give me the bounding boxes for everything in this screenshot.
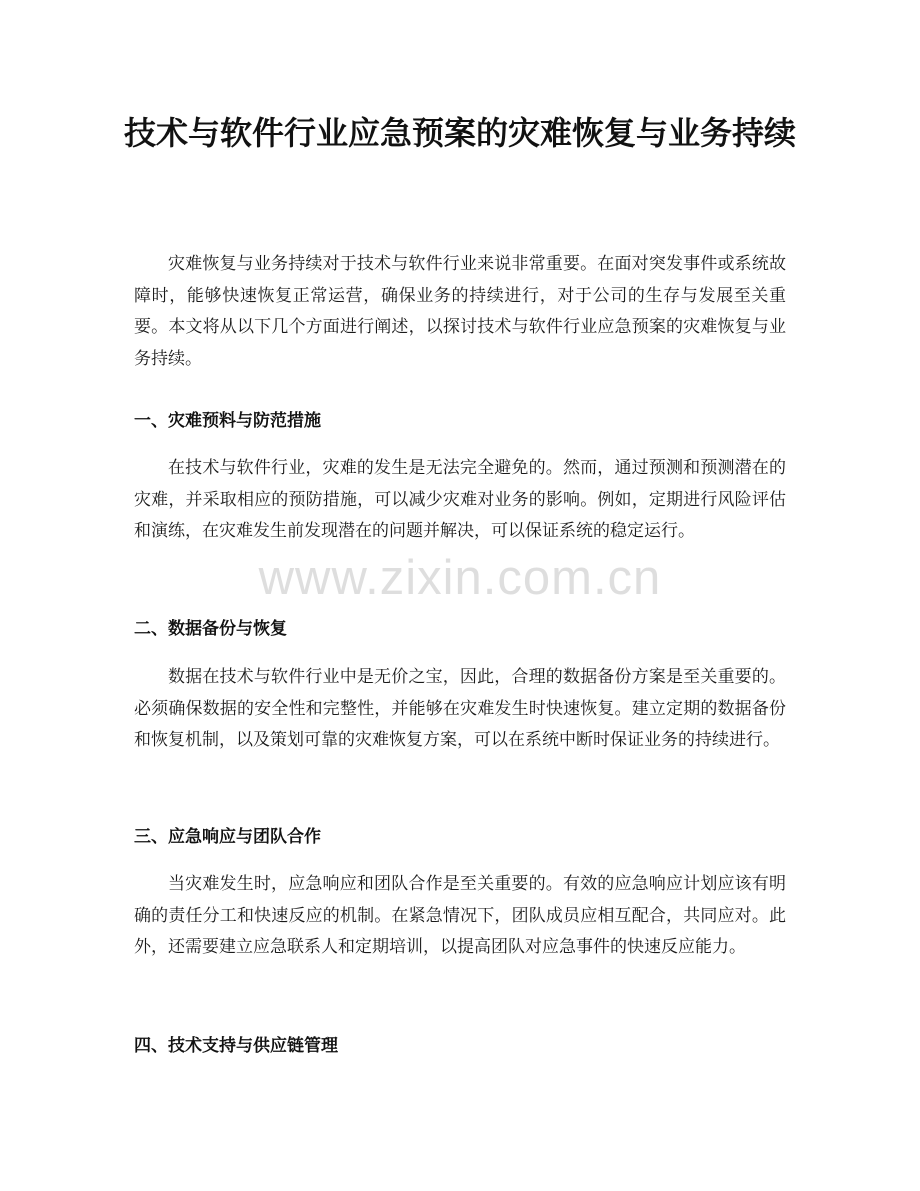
section-body-2: 数据在技术与软件行业中是无价之宝，因此，合理的数据备份方案是至关重要的。必须确保数据的安全性和完整性，并能够在灾难发生时快速恢复。建立定期的数据备份和恢复机制，以及策划可靠的灾难恢复方案，可以在系统中断时保证业务的持续进行。 [134, 667, 786, 750]
watermark: www.zixin.com.cn [258, 551, 662, 605]
section-heading-3: 三、应急响应与团队合作 [134, 827, 321, 847]
section-heading-4: 四、技术支持与供应链管理 [134, 1036, 338, 1056]
section-heading-1: 一、灾难预料与防范措施 [134, 411, 321, 431]
section-heading-2: 二、数据备份与恢复 [134, 619, 287, 639]
page-title: 技术与软件行业应急预案的灾难恢复与业务持续 [123, 114, 796, 152]
intro-paragraph: 灾难恢复与业务持续对于技术与软件行业来说非常重要。在面对突发事件或系统故障时，能够快速恢复正常运营，确保业务的持续进行，对于公司的生存与发展至关重要。本文将从以下几个方面进行阐述，以探讨技术与软件行业应急预案的灾难恢复与业务持续。 [134, 254, 786, 369]
section-body-3: 当灾难发生时，应急响应和团队合作是至关重要的。有效的应急响应计划应该有明确的责任分工和快速反应的机制。在紧急情况下，团队成员应相互配合，共同应对。此外，还需要建立应急联系人和定期培训，以提高团队对应急事件的快速反应能力。 [134, 874, 786, 957]
section-body-1: 在技术与软件行业，灾难的发生是无法完全避免的。然而，通过预测和预测潜在的灾难，并采取相应的预防措施，可以减少灾难对业务的影响。例如，定期进行风险评估和演练，在灾难发生前发现潜在的问题并解决，可以保证系统的稳定运行。 [134, 458, 786, 541]
